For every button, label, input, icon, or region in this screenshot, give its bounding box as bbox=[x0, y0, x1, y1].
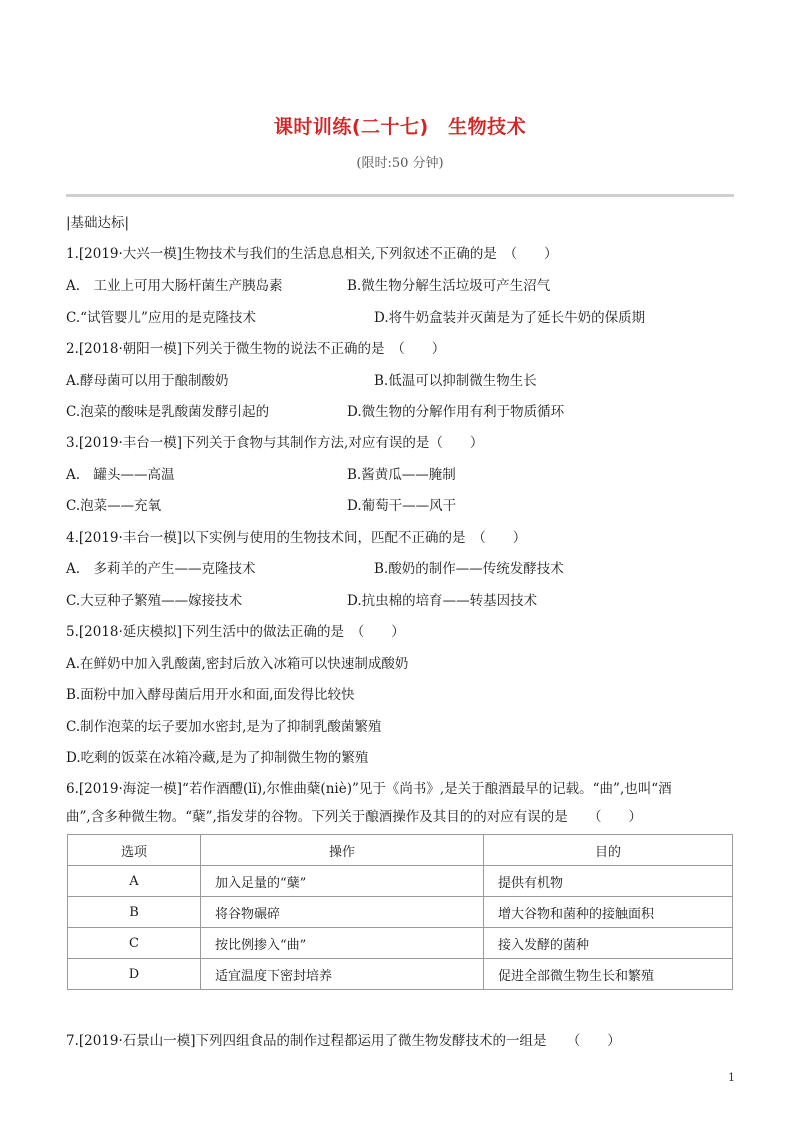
question-1-option-c: C.“试管婴儿”应用的是克隆技术 bbox=[66, 310, 256, 326]
table-cell-purpose: 增大谷物和菌种的接触面积 bbox=[484, 897, 733, 928]
question-3-option-d: D.葡萄干——风干 bbox=[347, 498, 457, 514]
question-4-stem: 4.[2019·丰台一模]以下实例与使用的生物技术间，匹配不正确的是 （ ） bbox=[66, 530, 527, 546]
question-7-stem: 7.[2019·石景山一模]下列四组食品的制作过程都运用了微生物发酵技术的一组是 （ ） bbox=[66, 1033, 621, 1049]
question-3-stem: 3.[2019·丰台一模]下列关于食物与其制作方法,对应有误的是（ ） bbox=[66, 435, 484, 451]
table-cell-option: C bbox=[68, 928, 201, 959]
table-cell-operation: 将谷物碾碎 bbox=[201, 897, 484, 928]
table-cell-option: D bbox=[68, 959, 201, 990]
table-header-cell: 目的 bbox=[484, 835, 733, 866]
question-4-option-c: C.大豆种子繁殖——嫁接技术 bbox=[66, 593, 243, 609]
question-1-option-a: A. 工业上可用大肠杆菌生产胰岛素 bbox=[66, 278, 283, 294]
question-1-stem: 1.[2019·大兴一模]生物技术与我们的生活息息相关,下列叙述不正确的是 （ ） bbox=[66, 246, 558, 262]
question-1-option-b: B.微生物分解生活垃圾可产生沼气 bbox=[347, 278, 551, 294]
question-4-option-d: D.抗虫棉的培育——转基因技术 bbox=[347, 593, 538, 609]
table-row bbox=[68, 928, 733, 959]
table-cell-purpose: 接入发酵的菌种 bbox=[484, 928, 733, 959]
question-5-option-c: C.制作泡菜的坛子要加水密封,是为了抑制乳酸菌繁殖 bbox=[66, 719, 382, 735]
question-6-stem-line-2: 曲”,含多种微生物。“蘖”,指发芽的谷物。下列关于酿酒操作及其目的的对应有误的是 （ ） bbox=[66, 809, 643, 825]
question-1-option-d: D.将牛奶盒装并灭菌是为了延长牛奶的保质期 bbox=[374, 310, 646, 326]
table-cell-option: B bbox=[68, 897, 201, 928]
table-cell-option: A bbox=[68, 866, 201, 897]
question-6-stem-line-1: 6.[2019·海淀一模]“若作酒醴(lǐ),尔惟曲蘖(niè)”见于《尚书》,是关于酿酒最早的记载。“曲”,也叫“酒 bbox=[66, 781, 672, 797]
question-2-stem: 2.[2018·朝阳一模]下列关于微生物的说法不正确的是 （ ） bbox=[66, 341, 446, 357]
question-3-option-c: C.泡菜——充氧 bbox=[66, 498, 162, 514]
time-limit: (限时:50 分钟) bbox=[356, 156, 444, 171]
question-6-table bbox=[67, 834, 733, 990]
page-title: 课时训练(二十七) 生物技术 bbox=[273, 116, 527, 138]
question-5-option-d: D.吃剩的饭菜在冰箱冷藏,是为了抑制微生物的繁殖 bbox=[66, 750, 369, 766]
table-header-cell: 操作 bbox=[201, 835, 484, 866]
question-2-option-d: D.微生物的分解作用有利于物质循环 bbox=[347, 404, 565, 420]
page-number: 1 bbox=[728, 1071, 735, 1084]
table-cell-purpose: 促进全部微生物生长和繁殖 bbox=[484, 959, 733, 990]
table-cell-purpose: 提供有机物 bbox=[484, 866, 733, 897]
table-header-cell: 选项 bbox=[68, 835, 201, 866]
question-2-option-a: A.酵母菌可以用于酿制酸奶 bbox=[66, 373, 229, 389]
question-2-option-b: B.低温可以抑制微生物生长 bbox=[374, 373, 537, 389]
table-row bbox=[68, 959, 733, 990]
table-cell-operation: 适宜温度下密封培养 bbox=[201, 959, 484, 990]
question-2-option-c: C.泡菜的酸味是乳酸菌发酵引起的 bbox=[66, 404, 270, 420]
table-row bbox=[68, 897, 733, 928]
table-header-row bbox=[68, 835, 733, 866]
question-4-option-b: B.酸奶的制作——传统发酵技术 bbox=[374, 561, 564, 577]
table-row bbox=[68, 866, 733, 897]
question-3-option-b: B.酱黄瓜——腌制 bbox=[347, 467, 456, 483]
divider bbox=[66, 194, 734, 197]
question-4-option-a: A. 多莉羊的产生——克隆技术 bbox=[66, 561, 256, 577]
table-cell-operation: 加入足量的“蘖” bbox=[201, 866, 484, 897]
question-5-option-b: B.面粉中加入酵母菌后用开水和面,面发得比较快 bbox=[66, 687, 355, 703]
question-5-stem: 5.[2018·延庆模拟]下列生活中的做法正确的是 （ ） bbox=[66, 624, 405, 640]
question-3-option-a: A. 罐头——高温 bbox=[66, 467, 175, 483]
table-cell-operation: 按比例掺入“曲” bbox=[201, 928, 484, 959]
section-label: |基础达标| bbox=[66, 215, 130, 231]
question-5-option-a: A.在鲜奶中加入乳酸菌,密封后放入冰箱可以快速制成酸奶 bbox=[66, 656, 409, 672]
